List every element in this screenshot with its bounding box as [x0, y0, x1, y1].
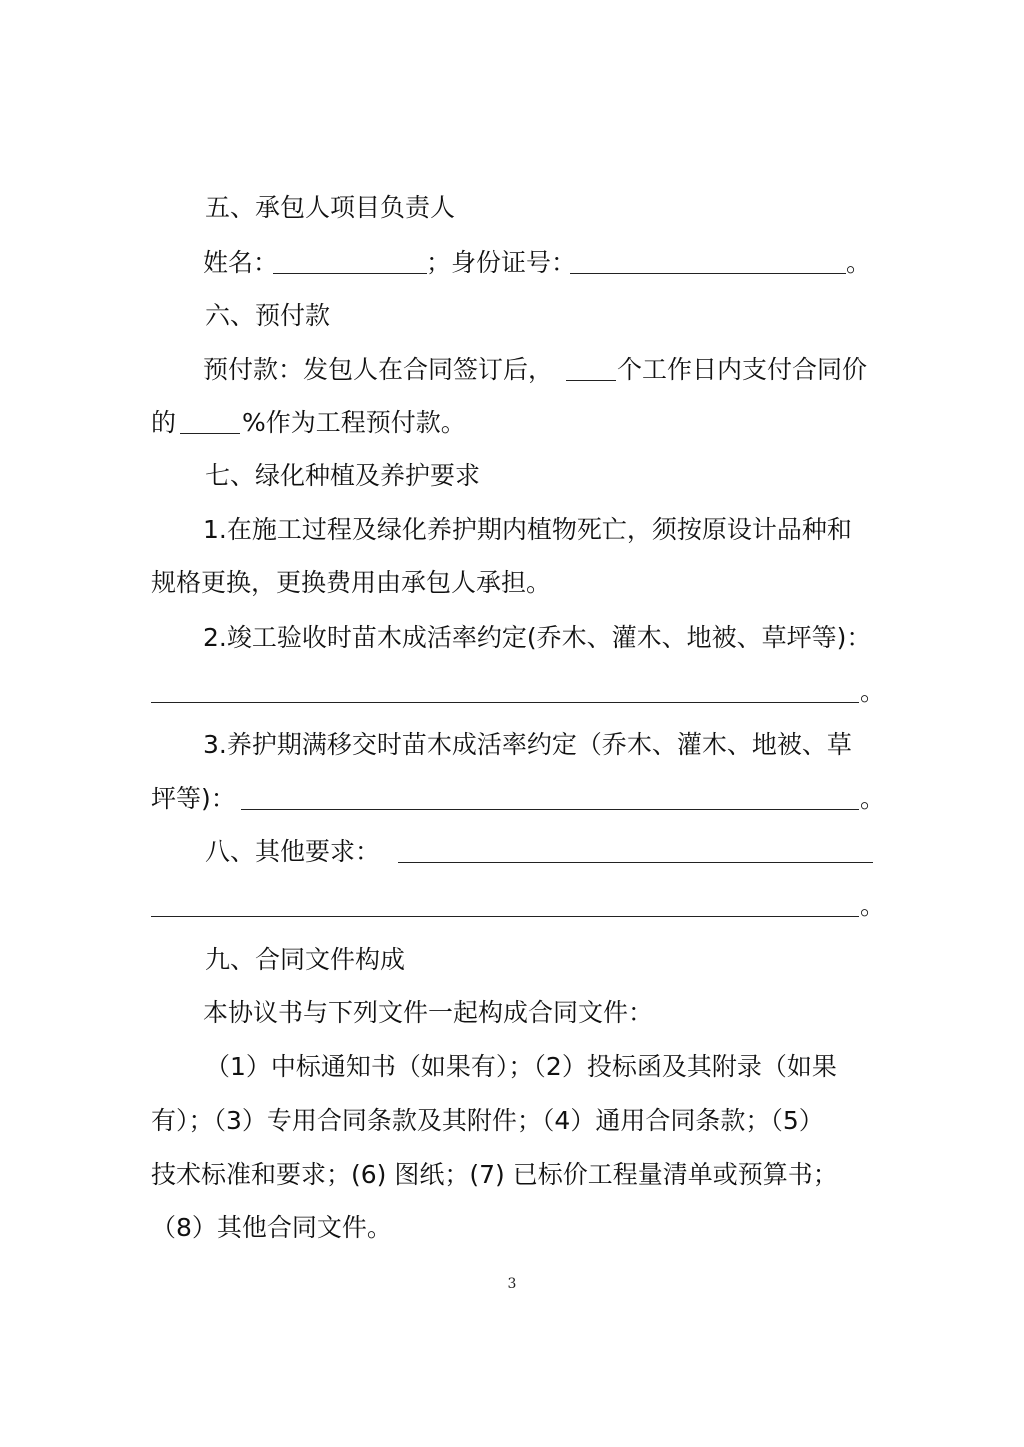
id-label: ；身份证号： — [426, 248, 577, 277]
other-requirements-blank-1[interactable] — [398, 862, 873, 863]
section9-list-line4 — [0, 1208, 1024, 1248]
section7-heading-line — [0, 456, 1024, 496]
list-text4: （8）其他合同文件。 — [151, 1213, 392, 1242]
id-number-blank[interactable] — [570, 273, 846, 274]
page-number: 3 — [507, 1276, 517, 1292]
section5-fields-line — [0, 243, 1024, 283]
item2-end: 。 — [860, 677, 886, 706]
section6-line2 — [0, 403, 1024, 443]
item3-survival-blank[interactable] — [241, 809, 859, 810]
list-text2: 有）；（3）专用合同条款及其附件；（4）通用合同条款；（5） — [151, 1106, 824, 1135]
section9-list-line1 — [0, 1047, 1024, 1087]
name-blank[interactable] — [273, 273, 427, 274]
advance-line2-head: 的 — [151, 408, 177, 437]
section8-line2 — [0, 886, 1024, 926]
section6-heading: 六、预付款 — [205, 301, 331, 330]
item1-text1: 1.在施工过程及绿化养护期内植物死亡，须按原设计品种和 — [203, 515, 852, 544]
item3-line2 — [0, 779, 1024, 819]
item1-line1 — [0, 510, 1024, 550]
section9-heading-line — [0, 940, 1024, 980]
section6-line1 — [0, 350, 1024, 390]
item3-text1: 3.养护期满移交时苗木成活率约定（乔木、灌木、地被、草 — [203, 730, 852, 759]
item1-line2 — [0, 563, 1024, 603]
section9-list-line3 — [0, 1155, 1024, 1195]
item2-line1 — [0, 618, 1024, 658]
item2-survival-blank[interactable] — [151, 702, 859, 703]
advance-line2-tail: %作为工程预付款。 — [242, 408, 466, 437]
section8-heading: 八、其他要求： — [205, 837, 381, 866]
item3-end: 。 — [860, 784, 886, 813]
section7-heading: 七、绿化种植及养护要求 — [205, 461, 481, 490]
item1-text2: 规格更换，更换费用由承包人承担。 — [151, 568, 552, 597]
name-label: 姓名： — [203, 248, 279, 277]
section9-list-line2 — [0, 1101, 1024, 1141]
advance-tail: 个工作日内支付合同价 — [617, 355, 868, 384]
item2-text1: 2.竣工验收时苗木成活率约定(乔木、灌木、地被、草坪等)： — [203, 623, 872, 652]
item3-text2: 坪等)： — [151, 784, 236, 813]
section5-end: 。 — [846, 248, 872, 277]
item3-line1 — [0, 725, 1024, 765]
item2-blank-line — [0, 672, 1024, 712]
list-text3: 技术标准和要求；(6) 图纸；(7) 已标价工程量清单或预算书； — [151, 1160, 838, 1189]
section5-heading-line — [0, 188, 1024, 228]
section6-heading-line — [0, 296, 1024, 336]
list-text1: （1）中标通知书（如果有）；（2）投标函及其附录（如果 — [205, 1052, 837, 1081]
section8-end: 。 — [860, 891, 886, 920]
other-requirements-blank-2[interactable] — [151, 916, 859, 917]
section8-line1 — [0, 832, 1024, 872]
section9-heading: 九、合同文件构成 — [205, 945, 406, 974]
section9-intro: 本协议书与下列文件一起构成合同文件： — [203, 998, 654, 1027]
percent-blank[interactable] — [180, 433, 240, 434]
section9-intro-line — [0, 993, 1024, 1033]
workdays-blank[interactable] — [566, 380, 616, 381]
advance-text: 预付款：发包人在合同签订后， — [203, 355, 554, 384]
section5-heading: 五、承包人项目负责人 — [205, 193, 456, 222]
